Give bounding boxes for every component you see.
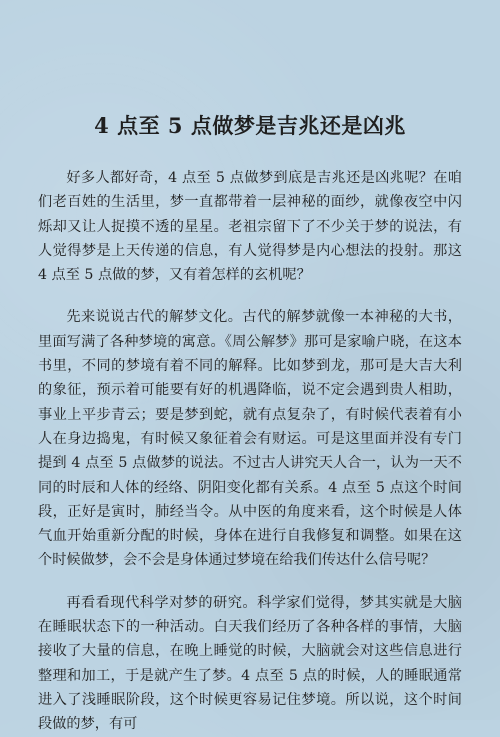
paragraph-3: 再看看现代科学对梦的研究。科学家们觉得，梦其实就是大脑在睡眠状态下的一种活动。白天我们经历了各种各样的事情，大脑接收了大量的信息，在晚上睡觉的时候，大脑就会对这些信息进行整理和加工，于是就产生了梦。4 点至 5 点的时候，人的睡眠通常进入了浅睡眠阶段，这个时候更容易记住梦境。所以说，这个时间段做的梦，有可 [38, 594, 462, 733]
article-title: 4 点至 5 点做梦是吉兆还是凶兆 [94, 113, 406, 138]
paragraph-1: 好多人都好奇，4 点至 5 点做梦到底是吉兆还是凶兆呢？在咱们老百姓的生活里，梦一直都带着一层神秘的面纱，就像夜空中闪烁却又让人捉摸不透的星星。老祖宗留下了不少关于梦的说法，有人觉得梦是上天传递的信息，有人觉得梦是内心想法的投射。那这 4 点至 5 点做的梦，又有着怎样的玄机呢？ [38, 170, 462, 284]
paragraph-2: 先来说说古代的解梦文化。古代的解梦就像一本神秘的大书，里面写满了各种梦境的寓意。《周公解梦》那可是家喻户晓，在这本书里，不同的梦境有着不同的解释。比如梦到龙，那可是大吉大利的象征，预示着可能要有好的机遇降临，说不定会遇到贵人相助，事业上平步青云；要是梦到蛇，就有点复杂了，有时候代表着有小人在身边捣鬼，有时候又象征着会有财运。可是这里面并没有专门提到 4 点至 5 点做梦的说法。不过古人讲究天人合一，认为一天不同的时辰和人体的经络、阴阳变化都有关系。4 点至 5 点这个时间段，正好是寅时，肺经当令。从中医的角度来看，这个时候是人体气血开始重新分配的时候，身体在进行自我修复和调整。如果在这个时候做梦，会不会是身体通过梦境在给我们传达什么信号呢？ [38, 309, 462, 569]
